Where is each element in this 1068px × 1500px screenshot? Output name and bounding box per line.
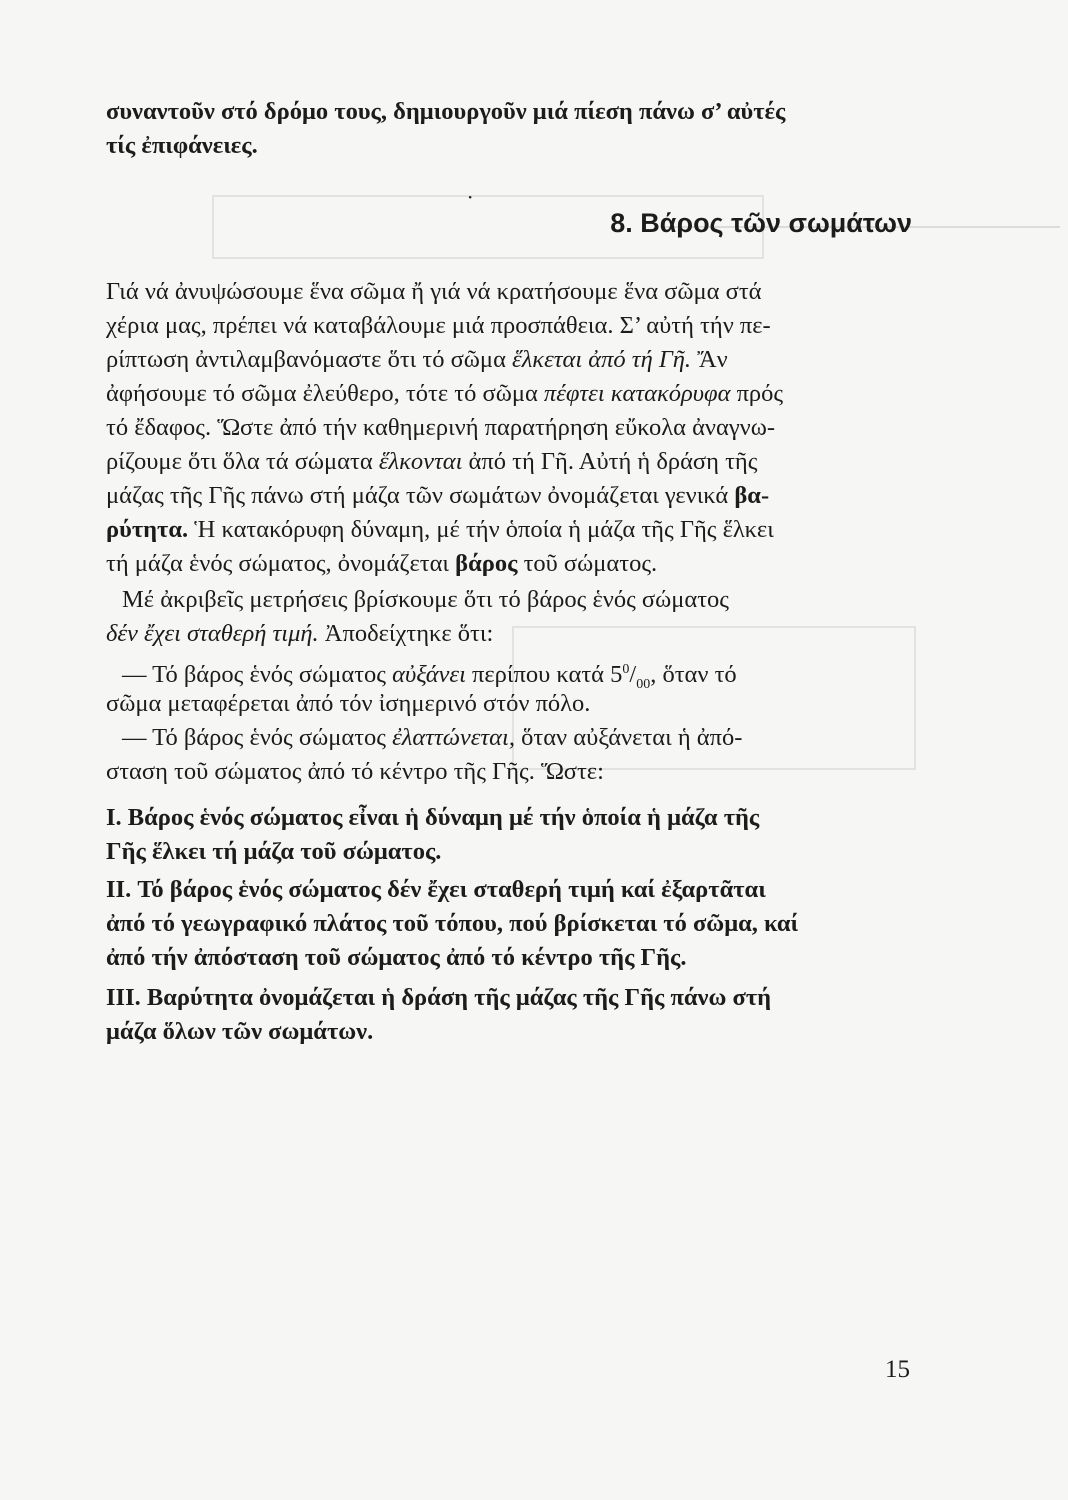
paragraph2-line-1: Μέ ἀκριβεῖς μετρήσεις βρίσκουμε ὅτι τό βάρος ἑνός σώματος — [122, 586, 729, 613]
paragraph1-line-2: χέρια μας, πρέπει νά καταβάλουμε μιά προσπάθεια. Σ’ αὐτή τήν πε- — [106, 312, 771, 339]
paragraph1-line-7 — [106, 480, 912, 512]
rule-3-line-2: μάζα ὅλων τῶν σωμάτων. — [106, 1018, 374, 1045]
italic-run: πέφτει κατακόρυφα — [543, 380, 731, 407]
italic-run: δέν ἔχει σταθερή τιμή. — [106, 620, 319, 647]
text-run: , ὅταν τό — [650, 661, 737, 689]
text-run: ἀφήσουμε τό σῶμα ἐλεύθερο, τότε τό σῶμα — [106, 380, 544, 407]
paragraph1-line-3 — [106, 344, 912, 376]
section-heading: 8. Βάρος τῶν σωμάτων — [610, 208, 912, 238]
text-run: τοῦ σώματος. — [517, 550, 658, 577]
paragraph1-line-4 — [106, 378, 912, 410]
text-run: ρίπτωση ἀντιλαμβανόμαστε ὅτι τό σῶμα — [106, 346, 513, 373]
text-run: Ἄν — [691, 346, 728, 373]
text-run: Ἀποδείχτηκε ὅτι: — [318, 620, 494, 647]
text-run: μάζας τῆς Γῆς πάνω στή μάζα τῶν σωμάτων ὀνομάζεται γενικά — [106, 482, 735, 509]
subscript: 00 — [636, 677, 651, 693]
paragraph1-line-9 — [106, 548, 912, 580]
page-number: 15 — [885, 1356, 910, 1383]
rule-1-line-2: Γῆς ἕλκει τή μάζα τοῦ σώματος. — [106, 838, 442, 865]
superscript: 0 — [622, 662, 630, 677]
text-run: Ἡ κατακόρυφη δύναμη, μέ τήν ὁποία ἡ μάζα τῆς Γῆς ἕλκει — [188, 516, 774, 543]
stray-dot: · — [467, 185, 474, 209]
text-run: — Τό βάρος ἑνός σώματος — [122, 724, 393, 751]
text-run: / — [629, 661, 637, 689]
text-run: ὅταν αὐξάνεται ἡ ἀπό- — [514, 724, 743, 751]
intro-line-2: τίς ἐπιφάνειες. — [106, 132, 258, 159]
paragraph2-line-6: σταση τοῦ σώματος ἀπό τό κέντρο τῆς Γῆς. Ὥστε: — [106, 758, 604, 785]
bold-run: βα- — [734, 482, 770, 509]
text-run: πρός — [730, 380, 784, 407]
rule-2-line-3: ἀπό τήν ἀπόσταση τοῦ σώματος ἀπό τό κέντρο τῆς Γῆς. — [106, 944, 687, 971]
paragraph1-line-5: τό ἔδαφος. Ὥστε ἀπό τήν καθημερινή παρατήρηση εὔκολα ἀναγνω- — [106, 414, 776, 441]
bold-run: ρύτητα. — [106, 516, 189, 543]
italic-run: ἐλαττώνεται, — [392, 724, 515, 751]
intro-line-1: συναντοῦν στό δρόμο τους, δημιουργοῦν μιά πίεση πάνω σ’ αὐτές — [106, 98, 786, 125]
italic-run: ἕλκονται — [378, 448, 463, 475]
text-run: ἀπό τή Γῆ. Αὐτή ἡ δράση τῆς — [462, 448, 758, 475]
text-run: τή μάζα ἑνός σώματος, ὀνομάζεται — [106, 550, 456, 577]
paragraph1-line-6 — [106, 446, 912, 478]
rule-1-line-1: I. Βάρος ἑνός σώματος εἶναι ἡ δύναμη μέ τήν ὁποία ἡ μάζα τῆς — [106, 804, 760, 831]
italic-run: ἕλκεται ἀπό τή Γῆ. — [512, 346, 692, 373]
rule-2-line-1: II. Τό βάρος ἑνός σώματος δέν ἔχει σταθερή τιμή καί ἐξαρτᾶται — [106, 876, 766, 903]
paragraph2-line-5 — [122, 722, 912, 754]
paragraph2-line-4: σῶμα μεταφέρεται ἀπό τόν ἰσημερινό στόν πόλο. — [106, 690, 591, 717]
rule-3-line-1: III. Βαρύτητα ὀνομάζεται ἡ δράση τῆς μάζας τῆς Γῆς πάνω στή — [106, 984, 772, 1011]
text-run: περίπου κατά 5 — [465, 661, 623, 689]
bold-run: βάρος — [455, 550, 518, 577]
text-run: — Τό βάρος ἑνός σώματος — [122, 661, 393, 689]
italic-run: αὐξάνει — [392, 661, 466, 689]
paragraph1-line-8 — [106, 514, 912, 546]
paragraph2-line-2 — [106, 618, 912, 650]
text-run: ρίζουμε ὅτι ὅλα τά σώματα — [106, 448, 379, 475]
rule-2-line-2: ἀπό τό γεωγραφικό πλάτος τοῦ τόπου, πού βρίσκεται τό σῶμα, καί — [106, 910, 799, 937]
paragraph1-line-1: Γιά νά ἀνυψώσουμε ἕνα σῶμα ἤ γιά νά κρατήσουμε ἕνα σῶμα στά — [106, 278, 762, 305]
